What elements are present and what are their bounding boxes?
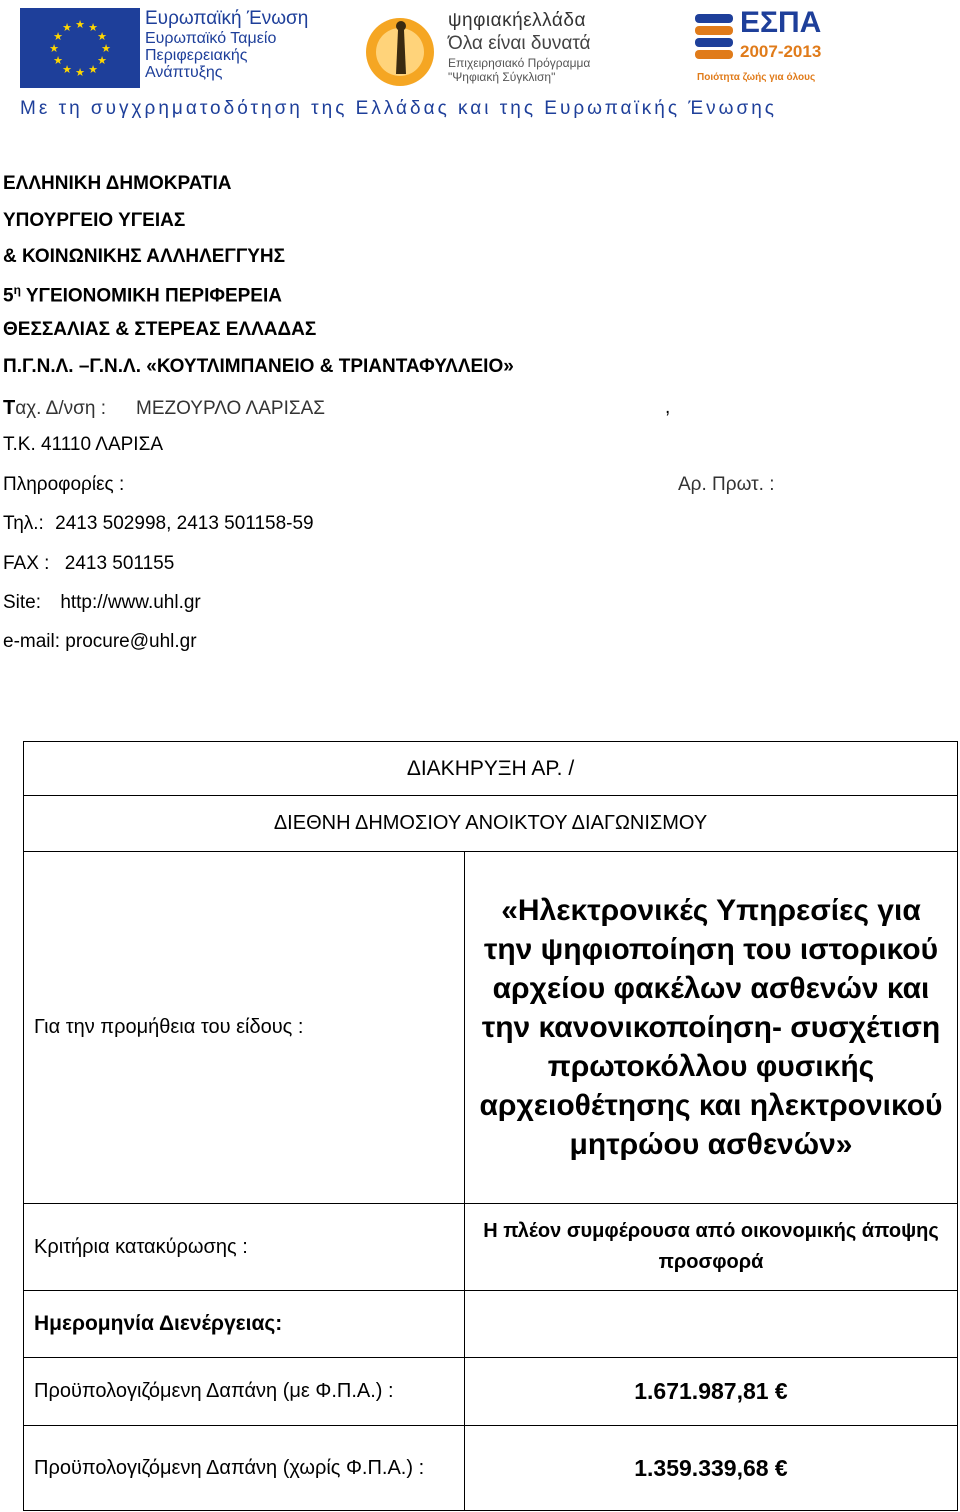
- phone-label: Τηλ.:: [3, 513, 44, 534]
- site-line: [3, 592, 201, 614]
- fax-value: 2413 501155: [64, 553, 175, 574]
- tender-title: ΔΙΑΚΗΡΥΞΗ ΑΡ. /: [24, 742, 958, 796]
- svg-text:★: ★: [97, 54, 107, 67]
- svg-text:★: ★: [53, 54, 63, 67]
- svg-text:★: ★: [62, 21, 72, 34]
- digital-greece-program-1: Επιχειρησιακό Πρόγραμμα: [448, 56, 591, 70]
- espa-title: ΕΣΠΑ: [740, 6, 822, 39]
- header-line-2: ΥΠΟΥΡΓΕΙΟ ΥΓΕΙΑΣ: [3, 210, 186, 231]
- svg-text:★: ★: [101, 42, 111, 55]
- header-line-5: ΘΕΣΣΑΛΙΑΣ & ΣΤΕΡΕΑΣ ΕΛΛΑΔΑΣ: [3, 319, 317, 340]
- espa-logo: [695, 8, 835, 88]
- site-link[interactable]: http://www.uhl.gr: [60, 592, 201, 613]
- header-line-3: & ΚΟΙΝΩΝΙΚΗΣ ΑΛΛΗΛΕΓΓΥΗΣ: [3, 246, 286, 267]
- digital-greece-program-2: "Ψηφιακή Σύγκλιση": [448, 70, 556, 84]
- eu-flag-logo: [20, 8, 140, 88]
- table-row: [24, 852, 958, 1204]
- espa-years: 2007-2013: [740, 42, 822, 61]
- digital-greece-logo-text: [448, 10, 668, 84]
- table-row: [24, 1291, 958, 1358]
- tender-type: ΔΙΕΘΝΗ ΔΗΜΟΣΙΟΥ ΑΝΟΙΚΤΟΥ ΔΙΑΓΩΝΙΣΜΟΥ: [24, 796, 958, 852]
- svg-text:★: ★: [75, 66, 85, 79]
- header-line-4-sup: η: [13, 283, 21, 297]
- item-label: Για την προμήθεια του είδους :: [24, 852, 465, 1204]
- email-link[interactable]: procure@uhl.gr: [65, 631, 197, 652]
- site-label: Site:: [3, 592, 42, 613]
- eu-line-1: Ευρωπαϊκή Ένωση: [145, 8, 309, 29]
- email-line: [3, 631, 197, 653]
- eu-line-4: Ανάπτυξης: [145, 64, 223, 81]
- phone-value: 2413 502998, 2413 501158-59: [55, 513, 314, 534]
- eu-logo-text: [145, 8, 345, 81]
- header-line-4-rest: ΥΓΕΙΟΝΟΜΙΚΗ ΠΕΡΙΦΕΡΕΙΑ: [25, 285, 282, 307]
- svg-text:★: ★: [53, 30, 63, 43]
- criteria-value: Η πλέον συμφέρουσα από οικονομικής άποψης προσφορά: [465, 1204, 958, 1291]
- address-label-first: Τ: [3, 397, 16, 419]
- table-row: [24, 796, 958, 852]
- address-line: [3, 397, 325, 420]
- budget-vat-value: 1.671.987,81 €: [465, 1358, 958, 1426]
- email-label: e-mail:: [3, 631, 61, 652]
- header-line-4: [3, 283, 282, 307]
- date-label: Ημερομηνία Διενέργειας:: [24, 1291, 465, 1358]
- postal-line: Τ.Κ. 41110 ΛΑΡΙΣΑ: [3, 434, 164, 455]
- address-value: ΜΕΖΟΥΡΛΟ ΛΑΡΙΣΑΣ: [136, 398, 326, 419]
- phone-line: [3, 513, 314, 535]
- svg-text:★: ★: [97, 30, 107, 43]
- table-row: [24, 742, 958, 796]
- date-value: [465, 1291, 958, 1358]
- digital-greece-slogan: Όλα είναι δυνατά: [448, 33, 591, 54]
- cofunding-text: Με τη συγχρηματοδότηση της Ελλάδας και της Ευρωπαϊκής Ένωσης: [20, 98, 777, 119]
- header-line-1: ΕΛΛΗΝΙΚΗ ΔΗΜΟΚΡΑΤΙΑ: [3, 173, 232, 194]
- table-row: [24, 1426, 958, 1511]
- digital-greece-name: ψηφιακήελλάδα: [448, 10, 586, 31]
- svg-text:★: ★: [75, 18, 85, 31]
- budget-novat-value: 1.359.339,68 €: [465, 1426, 958, 1511]
- fax-line: [3, 553, 174, 575]
- fax-label: FAX :: [3, 553, 50, 574]
- svg-text:★: ★: [49, 42, 59, 55]
- svg-text:★: ★: [88, 21, 98, 34]
- espa-stripes-icon: [695, 12, 735, 72]
- table-row: [24, 1204, 958, 1291]
- eu-line-3: Περιφερειακής: [145, 47, 248, 64]
- eu-line-2: Ευρωπαϊκό Ταμείο: [145, 30, 277, 47]
- espa-slogan: Ποιότητα ζωής για όλους: [697, 72, 816, 83]
- budget-vat-label: Προϋπολογιζόμενη Δαπάνη (με Φ.Π.Α.) :: [24, 1358, 465, 1426]
- criteria-label: Κριτήρια κατακύρωσης :: [24, 1204, 465, 1291]
- protocol-number-label: Αρ. Πρωτ. :: [678, 474, 775, 495]
- co-funding-banner: [0, 0, 960, 140]
- header-line-6: Π.Γ.Ν.Λ. –Γ.Ν.Λ. «ΚΟΥΤΛΙΜΠΑΝΕΙΟ & ΤΡΙΑΝΤΑΦΥΛΛΕΙΟ»: [3, 356, 514, 377]
- tender-summary-table: [23, 741, 958, 1511]
- item-value: «Ηλεκτρονικές Υπηρεσίες για την ψηφιοποίηση του ιστορικού αρχείου φακέλων ασθενών και την κανονικοποίηση- συσχέτιση πρωτοκόλλου φυσικής αρχειοθέτησης και ηλεκτρονικού μητρώου ασθενών»: [465, 852, 958, 1204]
- address-label: αχ. Δ/νση :: [15, 398, 107, 419]
- header-line-4-num: 5: [3, 285, 14, 307]
- table-row: [24, 1358, 958, 1426]
- info-label: Πληροφορίες :: [3, 474, 125, 495]
- svg-text:★: ★: [88, 63, 98, 76]
- budget-novat-label: Προϋπολογιζόμενη Δαπάνη (χωρίς Φ.Π.Α.) :: [24, 1426, 465, 1511]
- digital-greece-logo-icon: [360, 10, 440, 90]
- address-comma: ,: [665, 397, 671, 418]
- svg-text:★: ★: [62, 63, 72, 76]
